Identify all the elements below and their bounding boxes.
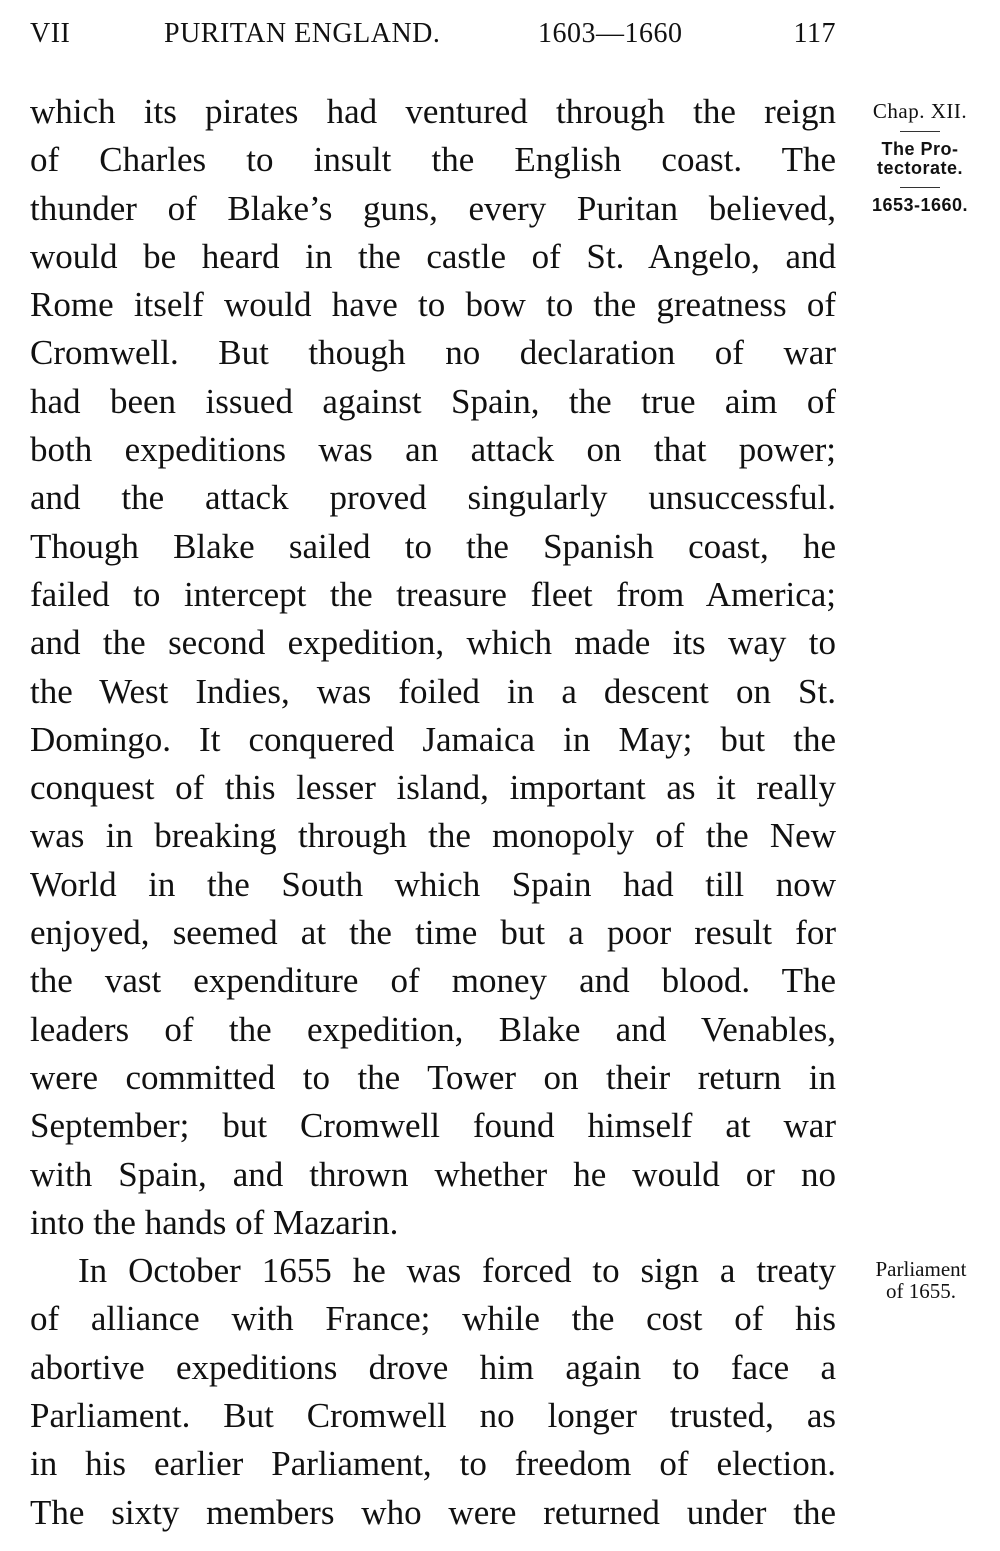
text-line: and the attack proved singularly unsuccessful. xyxy=(30,478,836,518)
text-line: Rome itself would have to bow to the greatness of xyxy=(30,285,836,325)
text-line: enjoyed, seemed at the time but a poor result for xyxy=(30,913,836,953)
text-line: Parliament. But Cromwell no longer trusted, as xyxy=(30,1396,836,1436)
sidenote-section-line-2: tectorate. xyxy=(876,157,964,178)
text-line: abortive expeditions drove him again to face a xyxy=(30,1347,836,1387)
text-line: and the second expedition, which made its way to xyxy=(30,623,836,663)
sidenote-parliament-line-2: of 1655. xyxy=(886,1279,956,1304)
text-line: of alliance with France; while the cost of his xyxy=(30,1299,836,1339)
running-head-title: PURITAN ENGLAND. xyxy=(164,18,441,49)
text-line: would be heard in the castle of St. Angelo, and xyxy=(30,236,836,276)
text-line: both expeditions was an attack on that power; xyxy=(30,430,836,470)
page-number: 117 xyxy=(793,18,836,49)
text-line: thunder of Blake’s guns, every Puritan believed, xyxy=(30,188,836,228)
sidenote-chapter xyxy=(850,100,990,215)
text-line: of Charles to insult the English coast. The xyxy=(30,140,836,180)
text-line: into the hands of Mazarin. xyxy=(30,1202,399,1242)
running-head xyxy=(30,18,836,58)
text-line: Domingo. It conquered Jamaica in May; but the xyxy=(30,719,836,759)
text-line: September; but Cromwell found himself at war xyxy=(30,1106,836,1146)
text-line: The sixty members who were returned under the xyxy=(30,1492,836,1532)
sidenote-section-line-1: The Pro- xyxy=(881,139,959,160)
sidenote-years: 1653-1660. xyxy=(871,194,969,215)
body-text xyxy=(30,88,836,1537)
sidenote-rule xyxy=(900,131,940,132)
text-line: in his earlier Parliament, to freedom of election. xyxy=(30,1444,836,1484)
sidenote-parliament-line-1: Parliament xyxy=(875,1257,967,1281)
sidenote-chapter-label: Chap. XII. xyxy=(872,99,968,123)
running-head-chapter: VII xyxy=(30,18,71,49)
text-line: had been issued against Spain, the true aim of xyxy=(30,381,836,421)
text-line: conquest of this lesser island, important as it really xyxy=(30,768,836,808)
text-line: World in the South which Spain had till now xyxy=(30,864,836,904)
text-line: Cromwell. But though no declaration of war xyxy=(30,333,836,373)
text-line: failed to intercept the treasure fleet from America; xyxy=(30,574,836,614)
text-line: Though Blake sailed to the Spanish coast, he xyxy=(30,526,836,566)
text-line: leaders of the expedition, Blake and Venables, xyxy=(30,1009,836,1049)
text-line: In October 1655 he was forced to sign a treaty xyxy=(78,1251,836,1291)
sidenote-parliament xyxy=(852,1258,990,1302)
text-line: were committed to the Tower on their return in xyxy=(30,1057,836,1097)
text-line: the vast expenditure of money and blood. The xyxy=(30,961,836,1001)
sidenote-rule xyxy=(900,187,940,188)
text-line: with Spain, and thrown whether he would or no xyxy=(30,1154,836,1194)
running-head-dates: 1603—1660 xyxy=(538,18,683,49)
text-line: which its pirates had ventured through the reign xyxy=(30,92,836,131)
text-line: was in breaking through the monopoly of the New xyxy=(30,816,836,856)
text-line: the West Indies, was foiled in a descent on St. xyxy=(30,671,836,711)
